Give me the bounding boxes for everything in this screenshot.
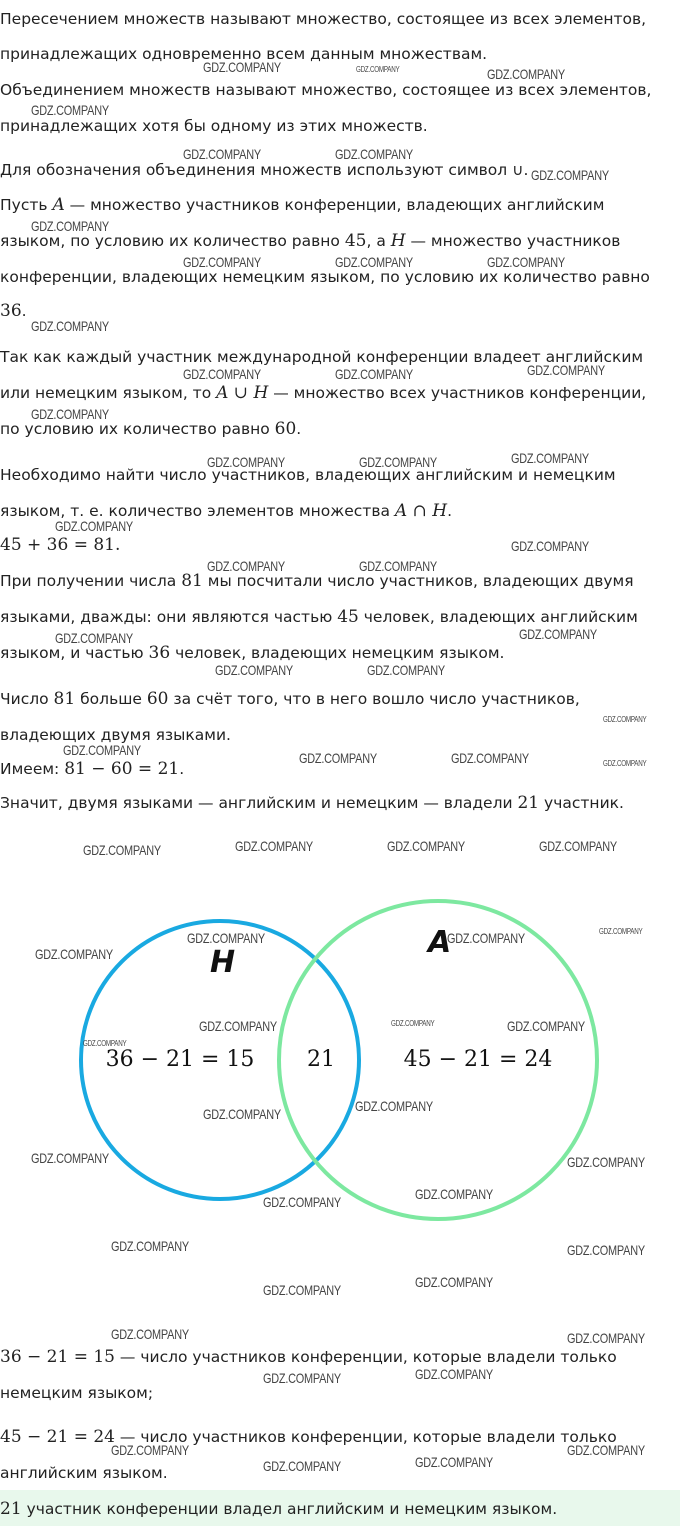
set-h-line2: конференции, владеющих немецким языком, по условию их количество равно — [0, 268, 650, 286]
union-symbol-line: Для обозначения объединения множеств используют символ ∪. — [0, 161, 529, 179]
watermark: GDZ.COMPANY — [111, 1238, 189, 1254]
watermark: GDZ.COMPANY — [567, 1242, 645, 1258]
union-count: по условию их количество равно 60. — [0, 419, 302, 439]
only-english-line2: английским языком. — [0, 1464, 168, 1482]
definition-intersection-line1: Пересечением множеств называют множество, состоящее из всех элементов, — [0, 10, 647, 28]
watermark: GDZ.COMPANY — [203, 59, 281, 75]
watermark: GDZ.COMPANY — [263, 1370, 341, 1386]
watermark: GDZ.COMPANY — [567, 1330, 645, 1346]
watermark: GDZ.COMPANY — [355, 1098, 433, 1114]
watermark: GDZ.COMPANY — [31, 102, 109, 118]
intersection-value: 21 — [307, 1047, 335, 1072]
watermark: GDZ.COMPANY — [263, 1458, 341, 1474]
watermark: GDZ.COMPANY — [207, 558, 285, 574]
watermark: GDZ.COMPANY — [531, 167, 609, 183]
watermark: GDZ.COMPANY — [487, 254, 565, 270]
watermark: GDZ.COMPANY — [335, 146, 413, 162]
watermark: GDZ.COMPANY — [391, 1019, 435, 1028]
watermark: GDZ.COMPANY — [183, 366, 261, 382]
watermark: GDZ.COMPANY — [335, 366, 413, 382]
definition-union-line2: принадлежащих хотя бы одному из этих множеств. — [0, 117, 428, 135]
goal-line2: языком, т. е. количество элементов множества A ∩ H. — [0, 501, 452, 521]
watermark: GDZ.COMPANY — [567, 1442, 645, 1458]
watermark: GDZ.COMPANY — [527, 362, 605, 378]
difference-line1: Число 81 больше 60 за счёт того, что в него вошло число участников, — [0, 689, 580, 709]
watermark: GDZ.COMPANY — [187, 930, 265, 946]
watermark: GDZ.COMPANY — [31, 318, 109, 334]
watermark: GDZ.COMPANY — [415, 1366, 493, 1382]
watermark: GDZ.COMPANY — [603, 715, 647, 724]
subtraction-line: Имеем: 81 − 60 = 21. — [0, 759, 185, 779]
set-h-line: языком, по условию их количество равно 45, а H — множество участников — [0, 231, 621, 251]
double-count-line3: языком, и частью 36 человек, владеющих немецким языком. — [0, 643, 505, 663]
answer-box — [0, 1490, 680, 1526]
watermark: GDZ.COMPANY — [599, 927, 643, 936]
watermark: GDZ.COMPANY — [603, 759, 647, 768]
watermark: GDZ.COMPANY — [235, 838, 313, 854]
definition-union-line1: Объединением множеств называют множество, состоящее из всех элементов, — [0, 81, 652, 99]
watermark: GDZ.COMPANY — [83, 1039, 127, 1048]
watermark: GDZ.COMPANY — [35, 946, 113, 962]
conclusion-line: Значит, двумя языками — английским и немецким — владели 21 участник. — [0, 793, 624, 813]
watermark: GDZ.COMPANY — [203, 1106, 281, 1122]
watermark: GDZ.COMPANY — [359, 558, 437, 574]
watermark: GDZ.COMPANY — [263, 1194, 341, 1210]
answer-text: 21 участник конференции владел английским и немецким языком. — [0, 1499, 558, 1519]
set-a-label: A — [428, 925, 452, 960]
watermark: GDZ.COMPANY — [415, 1186, 493, 1202]
only-h-expression: 36 − 21 = 15 — [105, 1047, 255, 1072]
watermark: GDZ.COMPANY — [539, 838, 617, 854]
watermark: GDZ.COMPANY — [415, 1274, 493, 1290]
sum-equation: 45 + 36 = 81. — [0, 535, 121, 555]
watermark: GDZ.COMPANY — [111, 1442, 189, 1458]
watermark: GDZ.COMPANY — [199, 1018, 277, 1034]
watermark: GDZ.COMPANY — [63, 742, 141, 758]
watermark: GDZ.COMPANY — [356, 65, 400, 74]
watermark: GDZ.COMPANY — [415, 1454, 493, 1470]
definition-intersection-line2: принадлежащих одновременно всем данным множествам. — [0, 45, 488, 63]
difference-line2: владеющих двумя языками. — [0, 726, 231, 744]
watermark: GDZ.COMPANY — [567, 1154, 645, 1170]
watermark: GDZ.COMPANY — [367, 662, 445, 678]
watermark: GDZ.COMPANY — [387, 838, 465, 854]
watermark: GDZ.COMPANY — [55, 630, 133, 646]
watermark: GDZ.COMPANY — [31, 406, 109, 422]
watermark: GDZ.COMPANY — [207, 454, 285, 470]
goal-line1: Необходимо найти число участников, владеющих английским и немецким — [0, 466, 616, 484]
watermark: GDZ.COMPANY — [263, 1282, 341, 1298]
watermark: GDZ.COMPANY — [55, 518, 133, 534]
watermark: GDZ.COMPANY — [215, 662, 293, 678]
watermark: GDZ.COMPANY — [359, 454, 437, 470]
watermark: GDZ.COMPANY — [447, 930, 525, 946]
watermark: GDZ.COMPANY — [183, 146, 261, 162]
watermark: GDZ.COMPANY — [111, 1326, 189, 1342]
double-count-line2: языками, дважды: они являются частью 45 человек, владеющих английским — [0, 607, 638, 627]
only-german-line2: немецким языком; — [0, 1384, 154, 1402]
watermark: GDZ.COMPANY — [451, 750, 529, 766]
watermark: GDZ.COMPANY — [507, 1018, 585, 1034]
set-a-line: Пусть A — множество участников конференции, владеющих английским — [0, 195, 605, 215]
union-line2: или немецким языком, то A ∪ H — множество всех участников конференции, — [0, 383, 647, 403]
only-english-line1: 45 − 21 = 24 — число участников конференции, которые владели только — [0, 1427, 617, 1447]
watermark: GDZ.COMPANY — [31, 1150, 109, 1166]
watermark: GDZ.COMPANY — [511, 450, 589, 466]
set-h-count: 36. — [0, 301, 27, 321]
watermark: GDZ.COMPANY — [183, 254, 261, 270]
union-line1: Так как каждый участник международной конференции владеет английским — [0, 348, 644, 366]
watermark: GDZ.COMPANY — [511, 538, 589, 554]
set-h-label: H — [210, 945, 236, 980]
watermark: GDZ.COMPANY — [335, 254, 413, 270]
watermark: GDZ.COMPANY — [299, 750, 377, 766]
watermark: GDZ.COMPANY — [31, 218, 109, 234]
venn-diagram — [0, 880, 680, 1240]
watermark: GDZ.COMPANY — [487, 66, 565, 82]
watermark: GDZ.COMPANY — [519, 626, 597, 642]
only-german-line1: 36 − 21 = 15 — число участников конференции, которые владели только — [0, 1347, 617, 1367]
watermark: GDZ.COMPANY — [83, 842, 161, 858]
double-count-line1: При получении числа 81 мы посчитали число участников, владеющих двумя — [0, 571, 634, 591]
only-a-expression: 45 − 21 = 24 — [403, 1047, 553, 1072]
